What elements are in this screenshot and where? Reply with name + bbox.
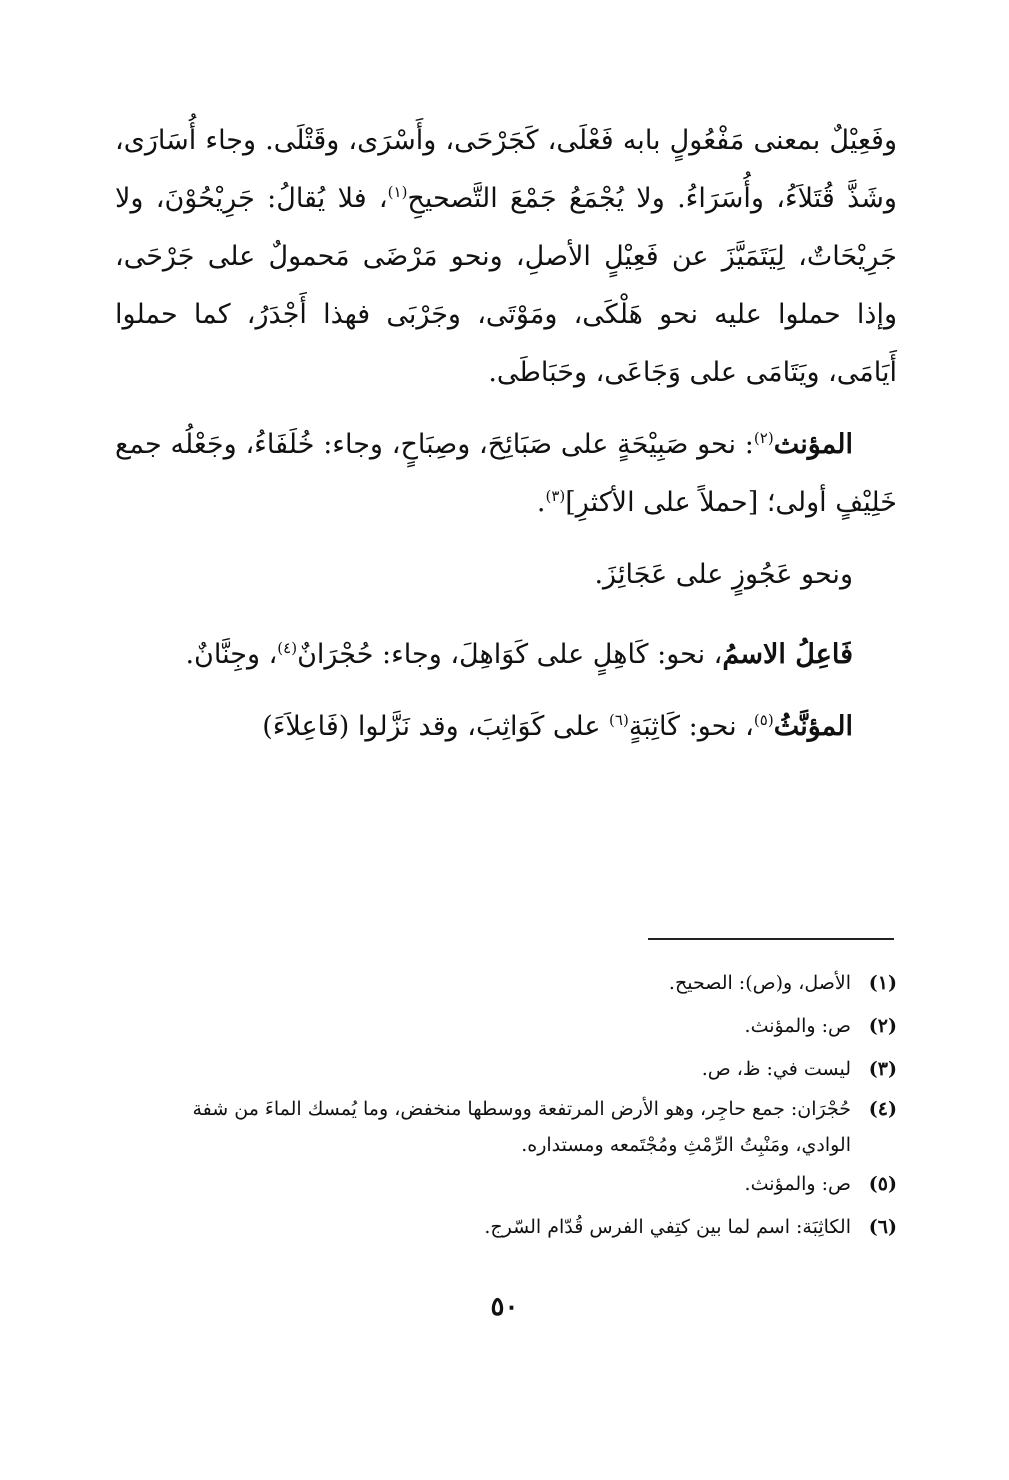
page-number: ٥٠ <box>490 1292 519 1322</box>
p1-line-2a: أُسَارَى، وشَذَّ قُتَلاَءُ، وأُسَرَاءُ. ولا يُجْمَعُ جَمْعَ التَّصحيحِ <box>115 125 897 214</box>
footnote-2 <box>137 1005 897 1048</box>
footnote-text: ص: والمؤنث. <box>744 1173 851 1195</box>
paragraph-4 <box>115 626 897 684</box>
p1-line-5: وجَرْبَى فهذا أَجْدَرُ، كما حملوا أَيَامَى، ويَتَامَى على وَجَاعَى، <box>115 299 897 388</box>
p1-line-6: وحَبَاطَى. <box>488 357 587 388</box>
p5-line-1a: ، نحو: كَاثِبَةٍ <box>628 711 754 742</box>
p5-heading: المؤنَّثُ <box>773 711 853 742</box>
footnote-5 <box>137 1163 897 1206</box>
footnote-number: (٦) <box>868 1216 897 1238</box>
footnote-3 <box>137 1048 897 1091</box>
p5-line-1b: على كَوَاثِبَ، وقد نَزَّلوا (فَاعِلاَءَ) <box>262 711 610 742</box>
paragraph-1 <box>115 112 897 402</box>
p4-line-1a: ، نحو: كَاهِلٍ على كَوَاهِلَ، وجاء: حُجْرَانٌ <box>297 639 723 670</box>
footnote-ref-1[interactable]: (١) <box>387 183 408 201</box>
footnote-ref-6[interactable]: (٦) <box>609 711 629 729</box>
footnote-text: الكاثِبَة: اسم لما بين كتِفي الفرس قُدّام السّرج. <box>484 1216 851 1238</box>
footnote-4 <box>137 1091 897 1163</box>
footnote-number: (٣) <box>868 1058 897 1080</box>
p1-line-2b: ، فلا <box>337 183 388 214</box>
p4-line-2: وجِنَّانٌ. <box>185 639 260 670</box>
footnote-6 <box>137 1206 897 1249</box>
paragraph-5 <box>115 698 897 756</box>
footnote-ref-3[interactable]: (٣) <box>545 487 566 505</box>
footnote-ref-2[interactable]: (٢) <box>753 429 774 447</box>
p1-line-1: وفَعِيْلٌ بمعنى مَفْعُولٍ بابه فَعْلَى، كَجَرْحَى، وأَسْرَى، وقَتْلَى. وجاء <box>205 125 897 156</box>
footnote-text: الأصل، و(ص): الصحيح. <box>668 972 851 994</box>
footnote-text: حُجْرَان: جمع حاجِر، وهو الأرض المرتفعة ووسطها منخفض، وما يُمسك الماءَ من شفة الوادي، ومَنْبِتُ الرِّمْثِ ومُجْتَمعه ومستداره. <box>192 1098 851 1156</box>
footnote-1 <box>137 962 897 1005</box>
p2-line-2b: . <box>536 487 546 518</box>
footnotes <box>137 962 897 1249</box>
p1-line-4: مَحمولٌ على جَرْحَى، وإذا حملوا عليه نحو هَلْكَى، ومَوْتَى، <box>115 241 897 330</box>
p4-heading: فَاعِلُ الاسمُ <box>722 639 853 670</box>
p2-line-2a: وجَعْلُه جمع خَلِيْفٍ أولى؛ [حملاً على الأكثرِ] <box>115 429 897 518</box>
main-text <box>115 112 897 756</box>
p4-line-1b: ، <box>268 639 278 670</box>
footnote-number: (٤) <box>868 1098 897 1120</box>
p3-line-1: ونحو عَجُوزٍ على عَجَائِزَ. <box>594 559 853 590</box>
footnote-text: ص: والمؤنث. <box>744 1015 851 1037</box>
footnote-number: (١) <box>868 972 897 994</box>
footnote-ref-4[interactable]: (٤) <box>277 639 298 657</box>
paragraph-2 <box>115 416 897 532</box>
footnote-separator <box>648 938 894 940</box>
footnote-number: (٢) <box>868 1015 897 1037</box>
p2-heading: المؤنث <box>773 429 853 460</box>
p1-line-3: يُقالُ: جَرِيْحُوْنَ، ولا جَرِيْحَاتٌ، لِيَتَمَيَّزَ عن فَعِيْلٍ الأصلِ، ونحو مَرْضَى <box>115 183 897 272</box>
footnote-number: (٥) <box>868 1173 897 1195</box>
paragraph-3 <box>115 546 897 604</box>
footnote-text: ليست في: ظ، ص. <box>701 1058 851 1080</box>
p2-line-1: : نحو صَبِيْحَةٍ على صَبَائِحَ، وصِبَاحٍ، وجاء: خُلَفَاءُ، <box>245 429 754 460</box>
footnote-ref-5[interactable]: (٥) <box>753 711 774 729</box>
